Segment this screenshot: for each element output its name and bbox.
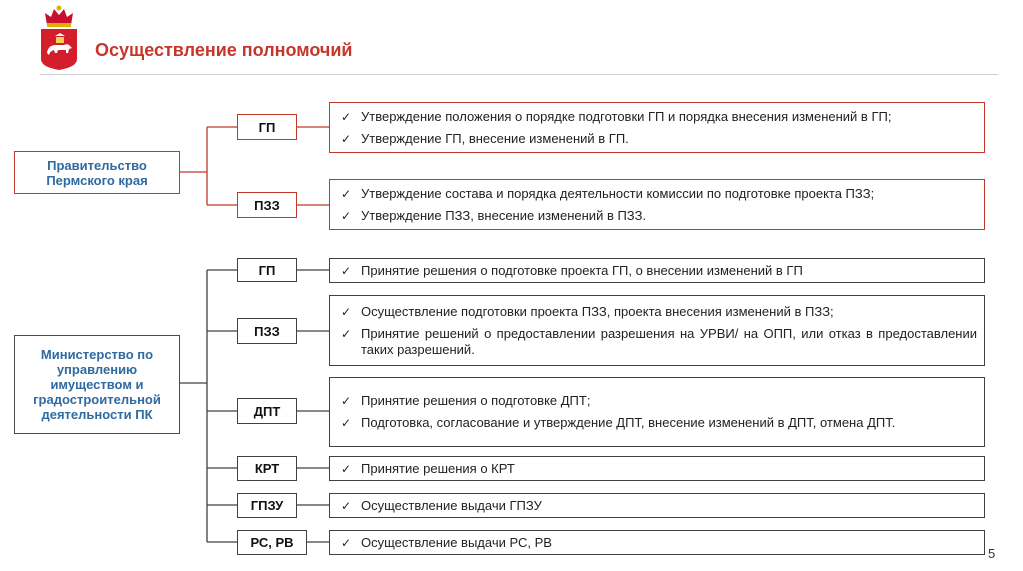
min-desc-rs-rv: [329, 530, 985, 555]
list-item: ✓ Утверждение ПЗЗ, внесение изменений в ПЗЗ.: [340, 208, 977, 224]
list-item: ✓ Утверждение состава и порядка деятельности комиссии по подготовке проекта ПЗЗ;: [340, 186, 977, 202]
list-item: ✓ Принятие решения о подготовке ДПТ;: [340, 393, 977, 409]
min-desc-gp: [329, 258, 985, 283]
list-item: ✓ Осуществление подготовки проекта ПЗЗ, проекта внесения изменений в ПЗЗ;: [340, 304, 977, 320]
gov-desc-pzz: [329, 179, 985, 230]
list-item: ✓ Утверждение положения о порядке подготовки ГП и порядка внесения изменений в ГП;: [340, 109, 977, 125]
list-item: ✓ Осуществление выдачи ГПЗУ: [340, 498, 977, 514]
min-label-gp: ГП: [237, 258, 297, 282]
ministry-name: Министерство по управлению имуществом и градостроительной деятельности ПК: [33, 347, 161, 422]
min-label-rs-rv: РС, РВ: [237, 530, 307, 555]
page-number: 5: [988, 546, 996, 561]
list-item: ✓ Принятие решения о подготовке проекта ГП, о внесении изменений в ГП: [340, 263, 977, 279]
list-item: ✓ Подготовка, согласование и утверждение ДПТ, внесение изменений в ДПТ, отмена ДПТ.: [340, 415, 977, 431]
gov-label-gp: ГП: [237, 114, 297, 140]
gov-desc-gp: [329, 102, 985, 153]
min-label-gpzu: ГПЗУ: [237, 493, 297, 518]
list-item: ✓ Принятие решений о предоставлении разрешения на УРВИ/ на ОПП, или отказ в предоставлении таких разрешений.: [340, 326, 977, 358]
page-title: Осуществление полномочий: [95, 40, 353, 60]
min-desc-pzz: [329, 295, 985, 366]
list-item: ✓ Осуществление выдачи РС, РВ: [340, 535, 977, 551]
min-label-krt: КРТ: [237, 456, 297, 481]
min-desc-dpt: [329, 377, 985, 447]
gov-label-pzz: ПЗЗ: [237, 192, 297, 218]
min-label-dpt: ДПТ: [237, 398, 297, 424]
list-item: ✓ Утверждение ГП, внесение изменений в ГП.: [340, 131, 977, 147]
government-box: [14, 151, 180, 194]
list-item: ✓ Принятие решения о КРТ: [340, 461, 977, 477]
min-desc-krt: [329, 456, 985, 481]
government-name: Правительство Пермского края: [46, 157, 148, 188]
ministry-box: [14, 335, 180, 434]
min-label-pzz: ПЗЗ: [237, 318, 297, 344]
min-desc-gpzu: [329, 493, 985, 518]
